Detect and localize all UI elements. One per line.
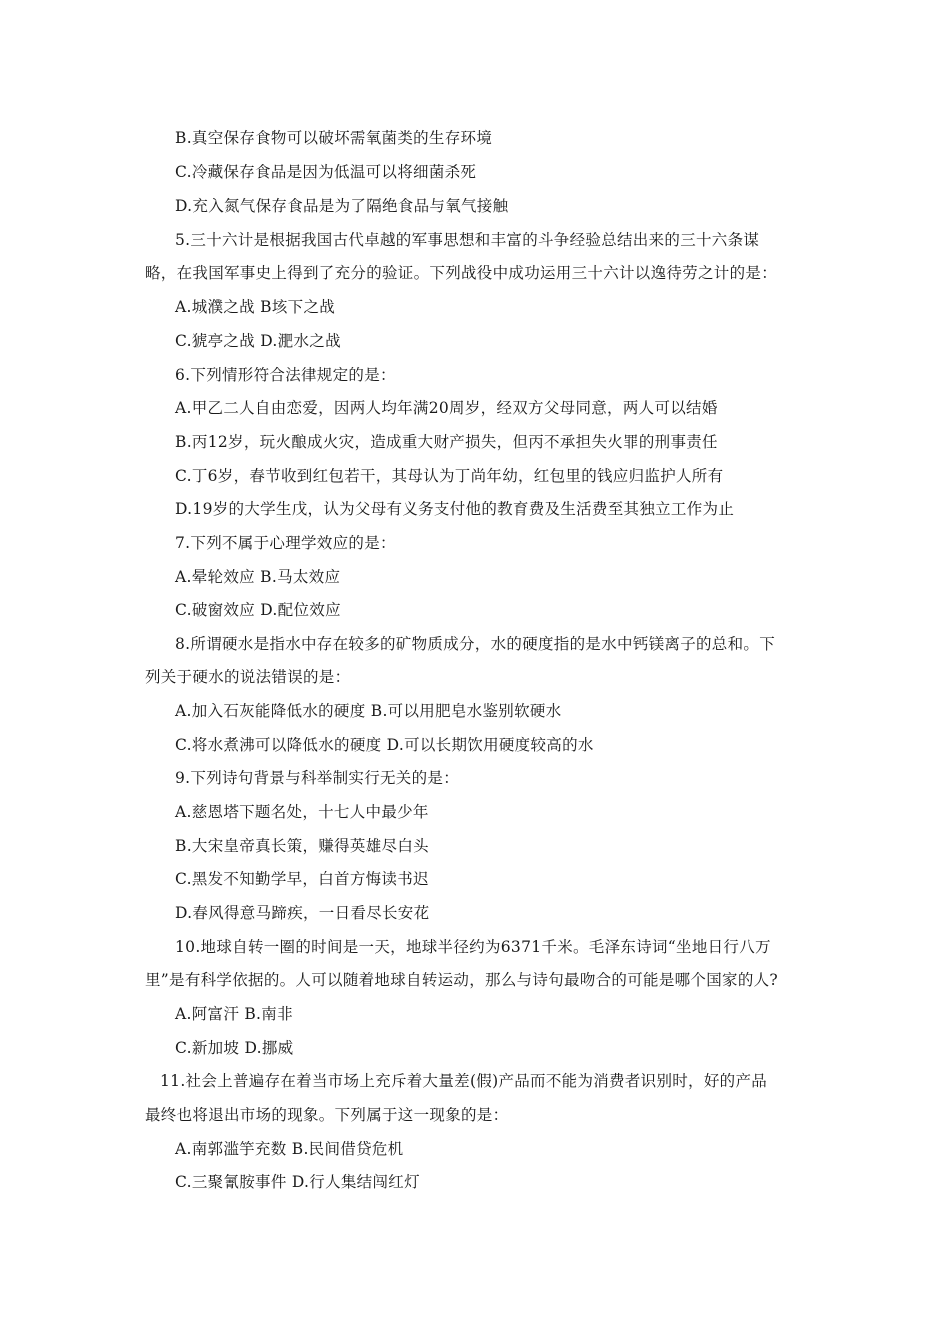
option-b-q6: B.丙12岁，玩火酿成火灾，造成重大财产损失，但丙不承担失火罪的刑事责任 (175, 433, 718, 451)
question-6: 6.下列情形符合法律规定的是： (175, 366, 396, 384)
option-d-q6: D.19岁的大学生戊，认为父母有义务支付他的教育费及生活费至其独立工作为止 (175, 500, 735, 518)
options-ab-q5: A.城濮之战 B垓下之战 (175, 298, 336, 316)
options-cd-q5: C.猇亭之战 D.淝水之战 (175, 332, 341, 350)
question-11: 11.社会上普遍存在着当市场上充斥着大量差(假)产品而不能为消费者识别时，好的产品 (160, 1072, 768, 1090)
question-8-cont: 列关于硬水的说法错误的是： (145, 668, 351, 686)
question-9: 9.下列诗句背景与科举制实行无关的是： (175, 769, 459, 787)
options-cd-q7: C.破窗效应 D.配位效应 (175, 601, 341, 619)
option-d-q4: D.充入氮气保存食品是为了隔绝食品与氧气接触 (175, 197, 509, 215)
options-ab-q11: A.南郭滥竽充数 B.民间借贷危机 (175, 1140, 404, 1158)
options-cd-q11: C.三聚氰胺事件 D.行人集结闯红灯 (175, 1173, 420, 1191)
option-a-q6: A.甲乙二人自由恋爱，因两人均年满20周岁，经双方父母同意，两人可以结婚 (175, 399, 718, 417)
option-c-q6: C.丁6岁，春节收到红包若干，其母认为丁尚年幼，红包里的钱应归监护人所有 (175, 467, 724, 485)
options-ab-q10: A.阿富汗 B.南非 (175, 1005, 293, 1023)
question-10: 10.地球自转一圈的时间是一天，地球半径约为6371千米。毛泽东诗词“坐地日行八万 (175, 938, 771, 956)
option-c-q4: C.冷藏保存食品是因为低温可以将细菌杀死 (175, 163, 477, 181)
question-5-cont: 略，在我国军事史上得到了充分的验证。下列战役中成功运用三十六计以逸待劳之计的是： (145, 264, 778, 282)
option-b-q9: B.大宋皇帝真长策，赚得英雄尽白头 (175, 837, 429, 855)
option-b-q4: B.真空保存食物可以破坏需氧菌类的生存环境 (175, 129, 493, 147)
options-ab-q8: A.加入石灰能降低水的硬度 B.可以用肥皂水鉴别软硬水 (175, 702, 562, 720)
option-a-q9: A.慈恩塔下题名处，十七人中最少年 (175, 803, 429, 821)
question-5: 5.三十六计是根据我国古代卓越的军事思想和丰富的斗争经验总结出来的三十六条谋 (175, 231, 760, 249)
options-ab-q7: A.晕轮效应 B.马太效应 (175, 568, 341, 586)
options-cd-q10: C.新加坡 D.挪威 (175, 1039, 294, 1057)
question-8: 8.所谓硬水是指水中存在较多的矿物质成分，水的硬度指的是水中钙镁离子的总和。下 (175, 635, 775, 653)
option-d-q9: D.春风得意马蹄疾，一日看尽长安花 (175, 904, 430, 922)
option-c-q9: C.黑发不知勤学早，白首方悔读书迟 (175, 870, 429, 888)
question-10-cont: 里”是有科学依据的。人可以随着地球自转运动，那么与诗句最吻合的可能是哪个国家的人? (145, 971, 779, 989)
question-11-cont: 最终也将退出市场的现象。下列属于这一现象的是： (145, 1106, 509, 1124)
question-7: 7.下列不属于心理学效应的是： (175, 534, 396, 552)
options-cd-q8: C.将水煮沸可以降低水的硬度 D.可以长期饮用硬度较高的水 (175, 736, 594, 754)
